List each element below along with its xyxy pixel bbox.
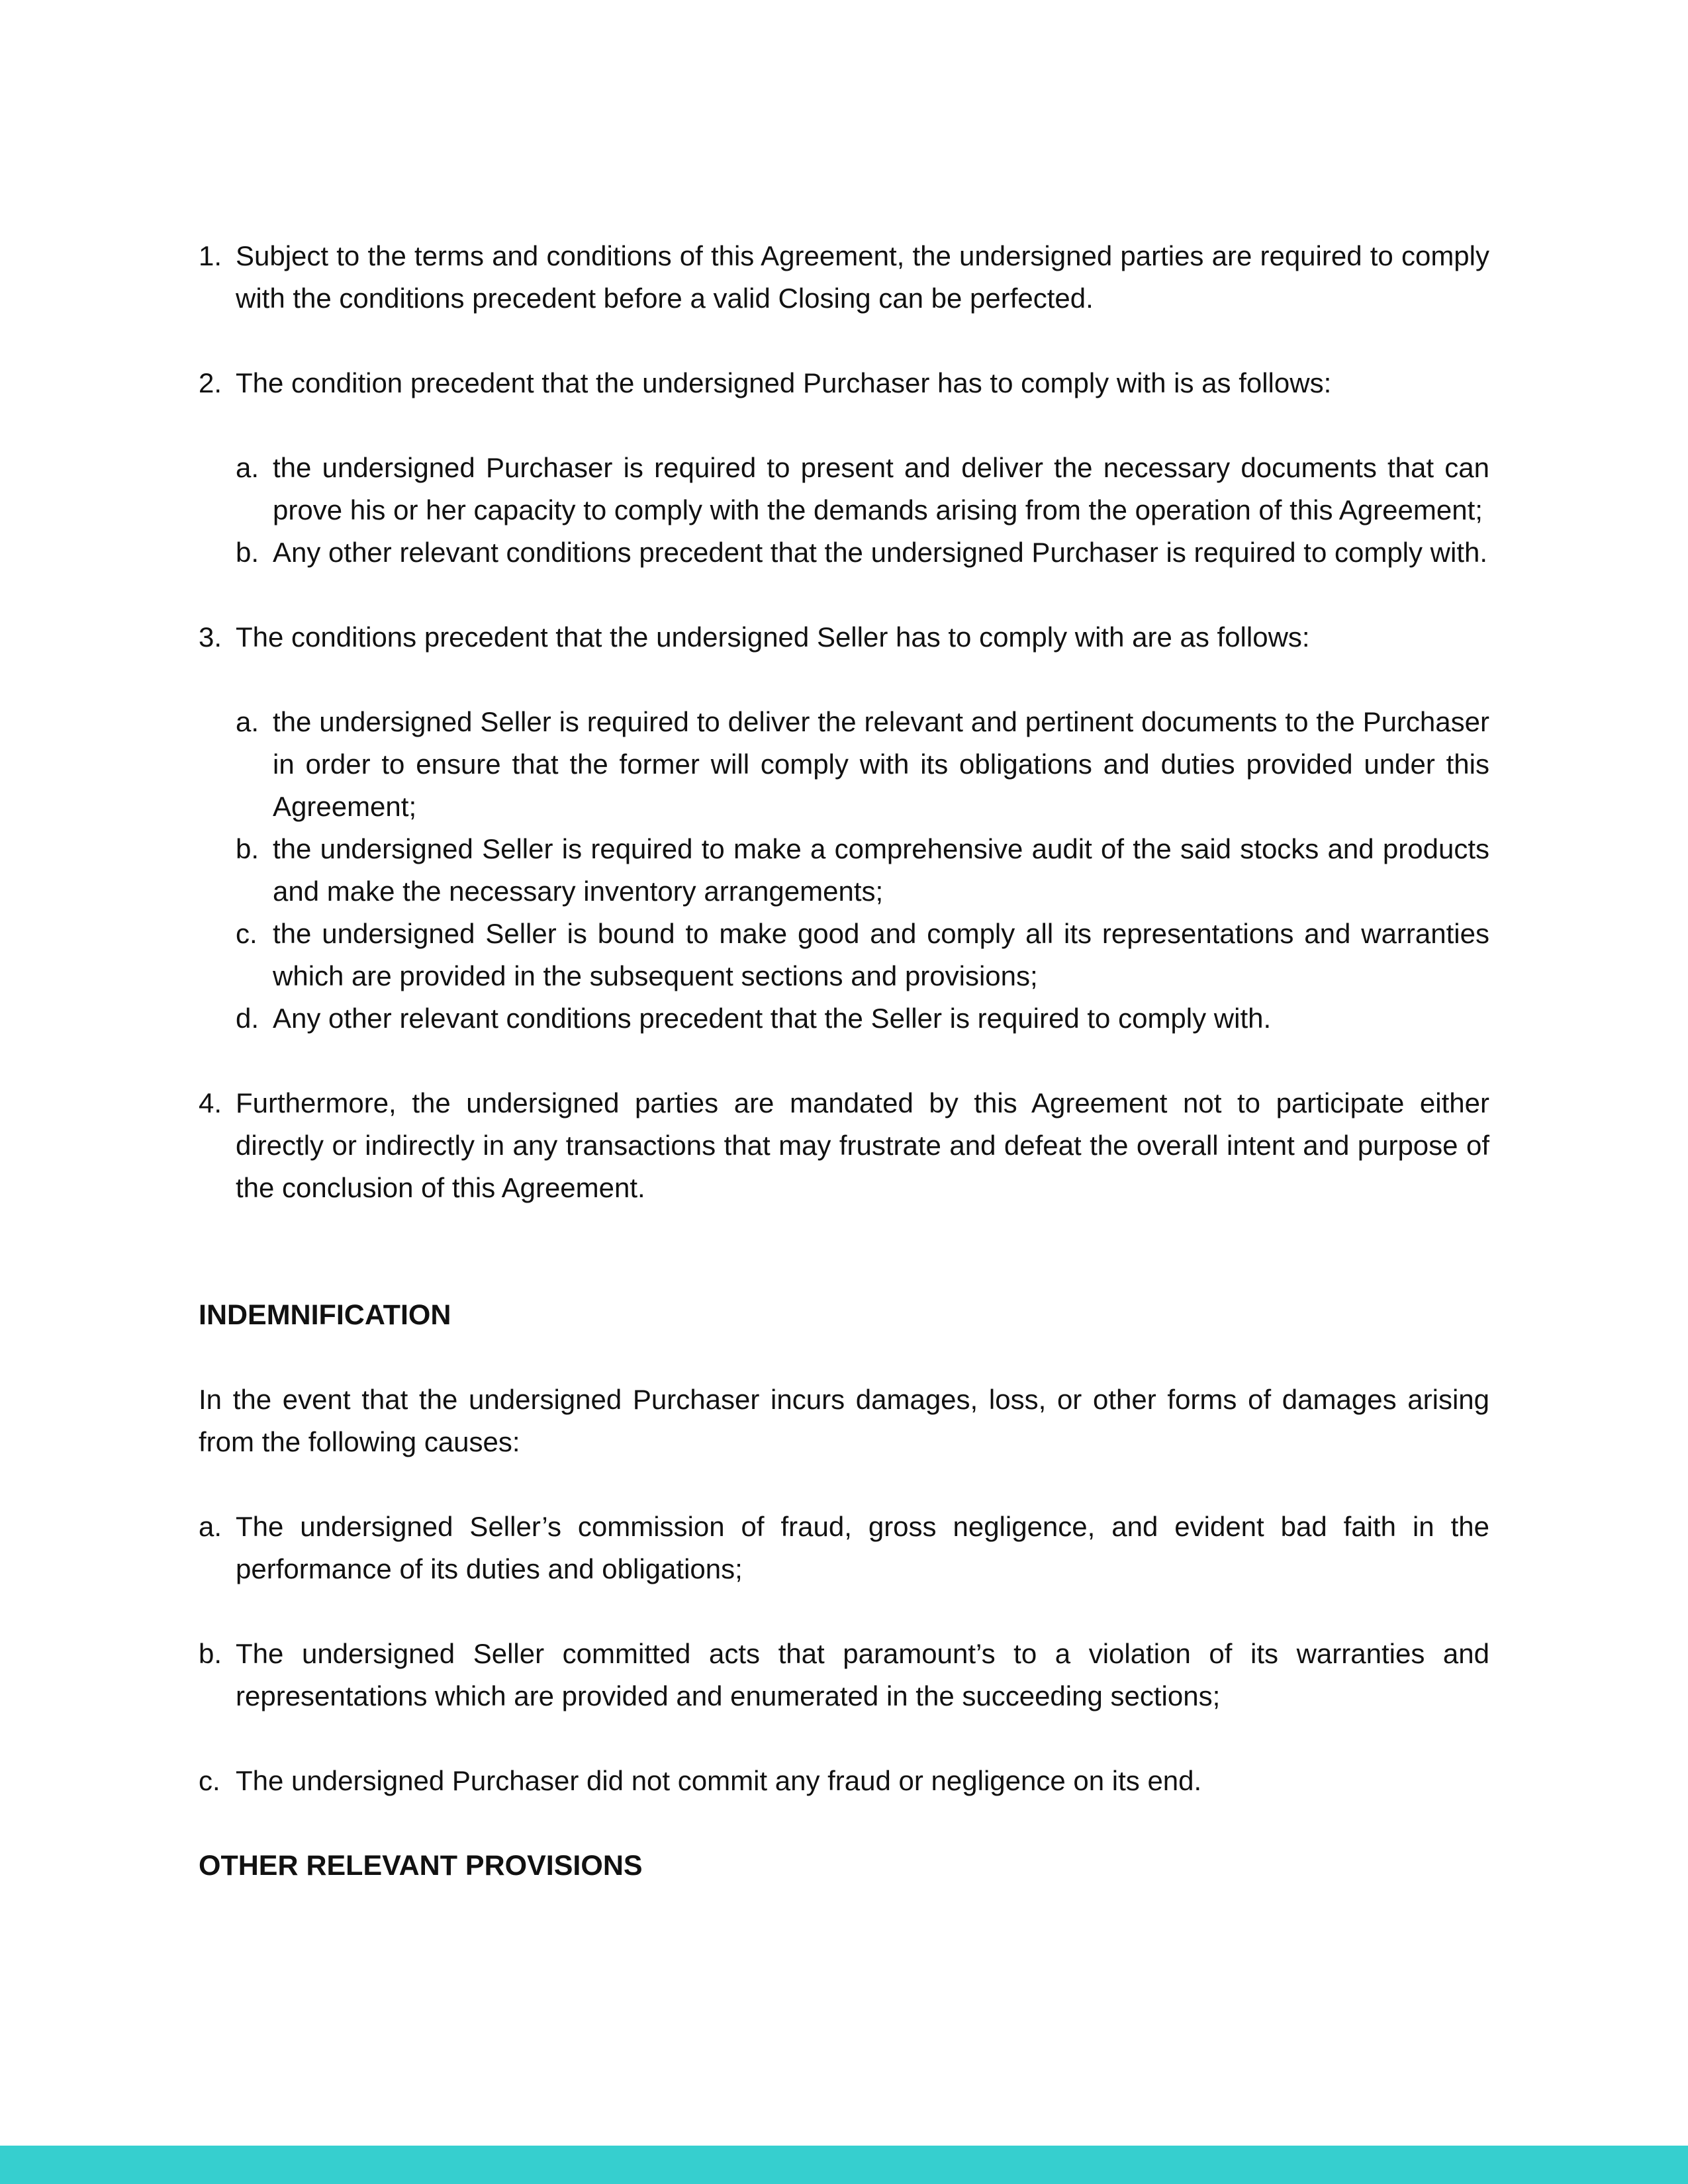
spacer	[199, 1590, 1489, 1633]
list-item-text: The undersigned Purchaser did not commit any fraud or negligence on its end.	[236, 1765, 1202, 1796]
spacer	[199, 1463, 1489, 1506]
list-marker: a.	[236, 452, 259, 483]
spacer	[199, 574, 1489, 616]
document-page	[199, 235, 1489, 1887]
purchaser-subitem-a	[199, 447, 1489, 531]
list-marker: 4.	[199, 1087, 222, 1118]
list-item-text: The condition precedent that the undersigned Purchaser has to comply with is as follows:	[236, 367, 1332, 398]
spacer	[199, 1717, 1489, 1760]
condition-item-1	[199, 235, 1489, 320]
list-marker: d.	[236, 1003, 259, 1034]
condition-item-4	[199, 1082, 1489, 1209]
condition-item-2	[199, 362, 1489, 404]
list-item-text: the undersigned Purchaser is required to present and deliver the necessary documents that can prove his or her capacity to comply with the demands arising from the operation of this Agreement;	[273, 452, 1489, 525]
list-marker: 1.	[199, 240, 222, 271]
spacer	[199, 320, 1489, 362]
condition-item-3	[199, 616, 1489, 659]
list-item-text: the undersigned Seller is bound to make good and comply all its representations and warranties which are provided in the subsequent sections and provisions;	[273, 918, 1489, 991]
indemnification-item-c	[199, 1760, 1489, 1802]
spacer	[199, 1209, 1489, 1294]
indemnification-item-b	[199, 1633, 1489, 1717]
list-marker: a.	[236, 706, 259, 737]
seller-subitem-b	[199, 828, 1489, 913]
list-marker: c.	[236, 918, 258, 949]
list-item-text: the undersigned Seller is required to deliver the relevant and pertinent documents to the Purchaser in order to ensure that the former will comply with its obligations and duties provided under this Agreement;	[273, 706, 1489, 822]
spacer	[199, 404, 1489, 447]
seller-subitem-a	[199, 701, 1489, 828]
list-item-text: Any other relevant conditions precedent that the undersigned Purchaser is required to comply with.	[273, 537, 1488, 568]
spacer	[199, 1040, 1489, 1082]
spacer	[199, 1802, 1489, 1844]
list-marker: b.	[236, 537, 259, 568]
indemnification-item-a	[199, 1506, 1489, 1590]
other-provisions-heading: OTHER RELEVANT PROVISIONS	[199, 1850, 643, 1882]
purchaser-subitem-b	[199, 531, 1489, 574]
seller-subitem-d	[199, 997, 1489, 1040]
indemnification-heading: INDEMNIFICATION	[199, 1299, 451, 1331]
list-item-text: Subject to the terms and conditions of this Agreement, the undersigned parties are required to comply with the conditions precedent before a valid Closing can be perfected.	[236, 240, 1489, 314]
list-item-text: Furthermore, the undersigned parties are mandated by this Agreement not to participate either directly or indirectly in any transactions that may frustrate and defeat the overall intent and purpose of the conclusion of this Agreement.	[236, 1087, 1489, 1203]
list-item-text: Any other relevant conditions precedent that the Seller is required to comply with.	[273, 1003, 1272, 1034]
list-item-text: The conditions precedent that the undersigned Seller has to comply with are as follows:	[236, 621, 1310, 653]
spacer	[199, 659, 1489, 701]
list-item-text: the undersigned Seller is required to make a comprehensive audit of the said stocks and products and make the necessary inventory arrangements;	[273, 833, 1489, 907]
list-item-text: The undersigned Seller committed acts that paramount’s to a violation of its warranties and representations which are provided and enumerated in the succeeding sections;	[236, 1638, 1489, 1711]
footer-color-bar	[0, 2146, 1688, 2184]
list-marker: b.	[199, 1638, 222, 1669]
seller-subitem-c	[199, 913, 1489, 997]
list-marker: b.	[236, 833, 259, 864]
spacer	[199, 1336, 1489, 1379]
list-marker: 2.	[199, 367, 222, 398]
list-marker: a.	[199, 1511, 222, 1542]
indemnification-intro: In the event that the undersigned Purchaser incurs damages, loss, or other forms of damages arising from the following causes:	[199, 1384, 1489, 1457]
list-item-text: The undersigned Seller’s commission of fraud, gross negligence, and evident bad faith in the performance of its duties and obligations;	[236, 1511, 1489, 1584]
list-marker: c.	[199, 1765, 220, 1796]
list-marker: 3.	[199, 621, 222, 653]
